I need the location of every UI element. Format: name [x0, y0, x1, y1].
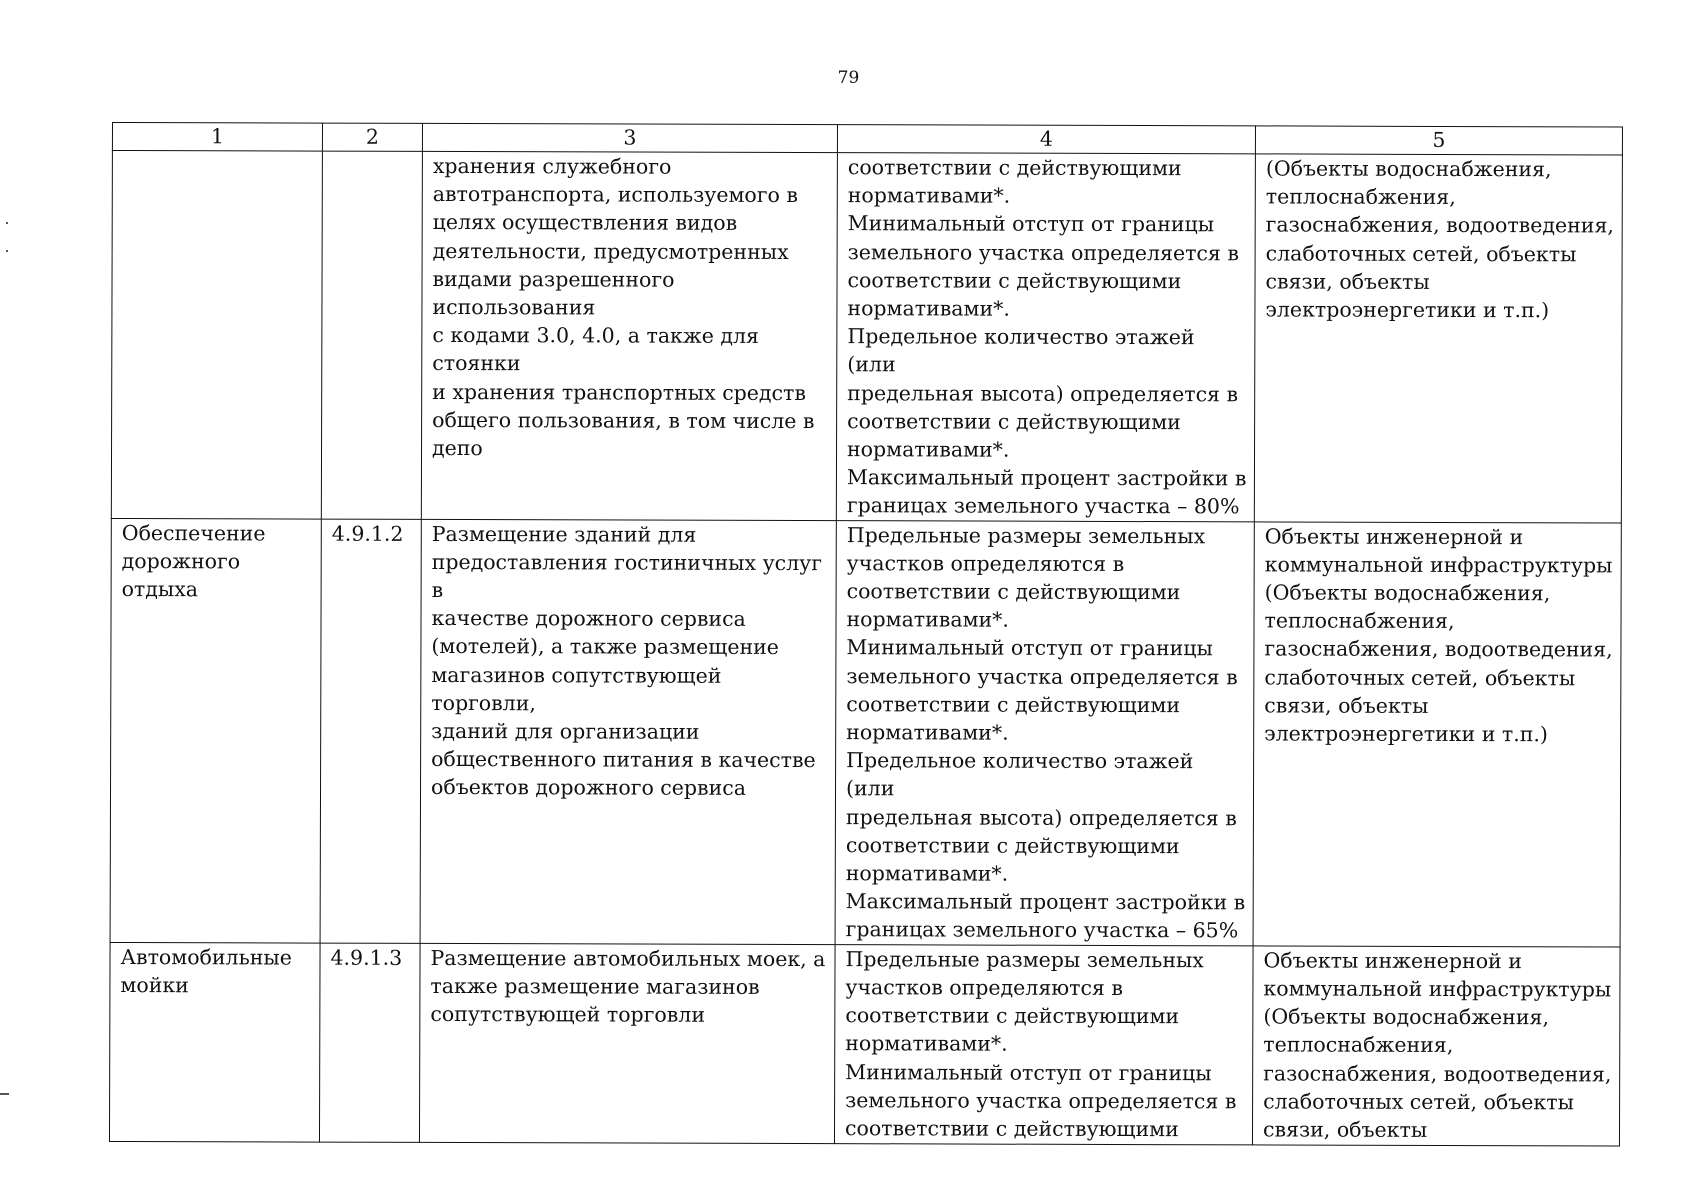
parameters-cell: соответствии с действующими нормативами*. Минимальный отступ от границы земельного участка определяется в соответствии с действующими нормативами*. Предельное количество этажей (или предельная высота) определяется в соответствии с действующими нормативами*. Максимальный процент застройки в границах земельного участка – 80%	[836, 153, 1255, 522]
page-number: 79	[837, 68, 860, 88]
column-header-5: 5	[1255, 126, 1622, 155]
scan-edge-mark	[6, 250, 8, 252]
use-code-cell: 4.9.1.3	[319, 943, 420, 1142]
use-name-cell: Автомобильные мойки	[109, 942, 320, 1142]
column-header-3: 3	[422, 123, 837, 152]
regulations-table	[109, 122, 1623, 1146]
use-description-cell: хранения служебного автотранспорта, используемого в целях осуществления видов деятельности, предусмотренных видами разрешенного использования с кодами 3.0, 4.0, а также для стоянки и хранения транспортных средств общего пользования, в том числе в депо	[421, 151, 837, 520]
use-description-cell: Размещение зданий для предоставления гостиничных услуг в качестве дорожного сервиса (мотелей), а также размещение магазинов сопутствующей торговли, зданий для организации общественного питания в качестве объектов дорожного сервиса	[420, 519, 836, 944]
scan-edge-mark	[6, 222, 8, 224]
table-row	[109, 942, 1620, 1145]
objects-cell: Объекты инженерной и коммунальной инфраструктуры (Объекты водоснабжения, теплоснабжения, газоснабжения, водоотведения, слаботочных сетей, объекты связи, объекты	[1252, 946, 1620, 1146]
use-name-cell: Обеспечение дорожного отдыха	[110, 518, 321, 943]
table-header-row	[112, 123, 1622, 155]
column-header-2: 2	[322, 123, 422, 151]
scan-edge-mark	[0, 1093, 9, 1095]
parameters-cell: Предельные размеры земельных участков определяются в соответствии с действующими нормативами*. Минимальный отступ от границы земельного участка определяется в соответствии с действующими	[834, 944, 1253, 1144]
use-code-cell: 4.9.1.2	[320, 519, 421, 943]
table-row	[110, 518, 1621, 947]
objects-cell: Объекты инженерной и коммунальной инфраструктуры (Объекты водоснабжения, теплоснабжения, газоснабжения, водоотведения, слаботочных сетей, объекты связи, объекты электроэнергетики и т.п.)	[1253, 522, 1621, 947]
table-row	[111, 151, 1622, 523]
column-header-4: 4	[837, 125, 1255, 154]
objects-cell: (Объекты водоснабжения, теплоснабжения, газоснабжения, водоотведения, слаботочных сетей, объекты связи, объекты электроэнергетики и т.п.)	[1254, 154, 1622, 523]
column-header-1: 1	[112, 123, 322, 152]
use-name-cell	[111, 151, 322, 519]
use-description-cell: Размещение автомобильных моек, а также размещение магазинов сопутствующей торговли	[419, 943, 835, 1143]
parameters-cell: Предельные размеры земельных участков определяются в соответствии с действующими нормативами*. Минимальный отступ от границы земельного участка определяется в соответствии с действующими нормативами*. Предельное количество этажей (или предельная высота) определяется в соответствии с действующими нормативами*. Максимальный процент застройки в границах земельного участка – 65%	[835, 520, 1254, 945]
use-code-cell	[321, 151, 422, 519]
